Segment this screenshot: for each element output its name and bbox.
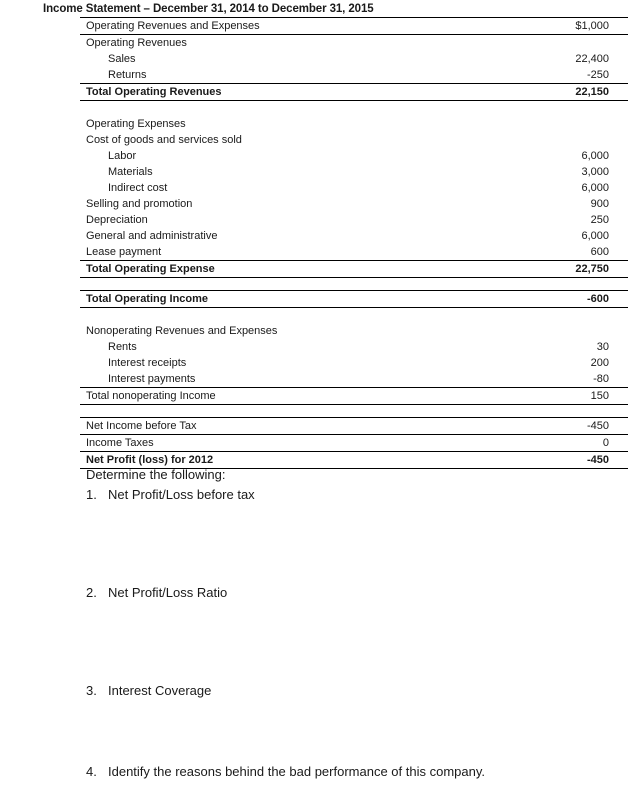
row-label: Selling and promotion bbox=[86, 198, 193, 210]
table-row bbox=[80, 388, 628, 405]
row-value bbox=[494, 323, 628, 339]
row-label: Operating Revenues bbox=[86, 37, 187, 49]
table-row bbox=[80, 323, 628, 339]
row-value: $1,000 bbox=[494, 18, 628, 35]
row-value: 22,150 bbox=[494, 84, 628, 101]
page-title: Income Statement – December 31, 2014 to December 31, 2015 bbox=[43, 3, 374, 15]
row-label: Cost of goods and services sold bbox=[86, 134, 242, 146]
table-row bbox=[80, 371, 628, 388]
table-row bbox=[80, 452, 628, 469]
table-row bbox=[80, 148, 628, 164]
questions-intro: Determine the following: bbox=[86, 467, 226, 482]
question-item-4 bbox=[86, 765, 606, 778]
row-label: Rents bbox=[108, 341, 137, 353]
row-label: Total Operating Income bbox=[80, 291, 494, 308]
question-number: 4. bbox=[86, 764, 97, 779]
questions-section bbox=[86, 467, 606, 779]
spacer-row bbox=[80, 405, 628, 418]
table-row bbox=[80, 339, 628, 355]
row-value: -600 bbox=[494, 291, 628, 308]
question-number: 3. bbox=[86, 683, 97, 698]
row-value: 250 bbox=[590, 214, 609, 226]
row-value: 22,750 bbox=[494, 261, 628, 278]
table-row bbox=[80, 67, 628, 84]
table-row bbox=[80, 418, 628, 435]
row-value: -450 bbox=[494, 418, 628, 435]
table-row bbox=[80, 291, 628, 308]
row-label: Nonoperating Revenues and Expenses bbox=[86, 325, 278, 337]
row-label: Indirect cost bbox=[108, 182, 168, 194]
spacer-row bbox=[80, 308, 628, 324]
row-label: Operating Revenues and Expenses bbox=[80, 18, 494, 35]
row-value bbox=[494, 132, 628, 148]
row-label: Sales bbox=[108, 53, 136, 65]
row-value bbox=[494, 35, 628, 52]
question-item-3 bbox=[86, 684, 606, 697]
row-value: -250 bbox=[494, 67, 628, 84]
table-row bbox=[80, 228, 628, 244]
row-label: Interest payments bbox=[80, 371, 494, 388]
row-label: Returns bbox=[80, 67, 494, 84]
table-row bbox=[80, 180, 628, 196]
question-number: 1. bbox=[86, 487, 97, 502]
table-row bbox=[80, 116, 628, 132]
row-value: 0 bbox=[494, 435, 628, 452]
row-label: Net Profit (loss) for 2012 bbox=[80, 452, 494, 469]
row-value: 200 bbox=[590, 357, 609, 369]
question-number: 2. bbox=[86, 585, 97, 600]
table-row bbox=[80, 18, 628, 35]
row-value: 22,400 bbox=[575, 53, 609, 65]
table-row bbox=[80, 244, 628, 261]
row-value: 900 bbox=[590, 198, 609, 210]
question-item-2 bbox=[86, 586, 606, 599]
row-label: Depreciation bbox=[86, 214, 148, 226]
spacer-row bbox=[80, 101, 628, 117]
table-row bbox=[80, 355, 628, 371]
table-row bbox=[80, 35, 628, 52]
row-label: Operating Expenses bbox=[86, 118, 186, 130]
table-row bbox=[80, 132, 628, 148]
row-value: 30 bbox=[596, 341, 609, 353]
table-row bbox=[80, 164, 628, 180]
row-label: Materials bbox=[108, 166, 153, 178]
income-statement-table bbox=[80, 17, 628, 469]
row-label: Lease payment bbox=[80, 244, 494, 261]
row-label: Total Operating Expense bbox=[80, 261, 494, 278]
table-row bbox=[80, 196, 628, 212]
table-row bbox=[80, 435, 628, 452]
row-label: Income Taxes bbox=[80, 435, 494, 452]
row-value: 6,000 bbox=[581, 150, 609, 162]
row-value: -450 bbox=[494, 452, 628, 469]
row-value: 6,000 bbox=[581, 182, 609, 194]
question-item-1 bbox=[86, 488, 606, 501]
question-text: Interest Coverage bbox=[108, 683, 212, 698]
row-label: General and administrative bbox=[86, 230, 218, 242]
row-label: Interest receipts bbox=[108, 357, 187, 369]
row-value: 150 bbox=[494, 388, 628, 405]
table-row bbox=[80, 84, 628, 101]
row-value: 3,000 bbox=[581, 166, 609, 178]
row-label: Labor bbox=[108, 150, 137, 162]
question-text: Net Profit/Loss before tax bbox=[108, 487, 255, 502]
row-label: Total nonoperating Income bbox=[80, 388, 494, 405]
row-value: 600 bbox=[494, 244, 628, 261]
spacer-row bbox=[80, 278, 628, 291]
table-row bbox=[80, 261, 628, 278]
table-row bbox=[80, 51, 628, 67]
row-value: -80 bbox=[494, 371, 628, 388]
row-label: Net Income before Tax bbox=[80, 418, 494, 435]
question-text: Identify the reasons behind the bad performance of this company. bbox=[108, 764, 485, 779]
row-value: 6,000 bbox=[581, 230, 609, 242]
question-text: Net Profit/Loss Ratio bbox=[108, 585, 228, 600]
row-label: Total Operating Revenues bbox=[80, 84, 494, 101]
table-row bbox=[80, 212, 628, 228]
row-value bbox=[494, 116, 628, 132]
